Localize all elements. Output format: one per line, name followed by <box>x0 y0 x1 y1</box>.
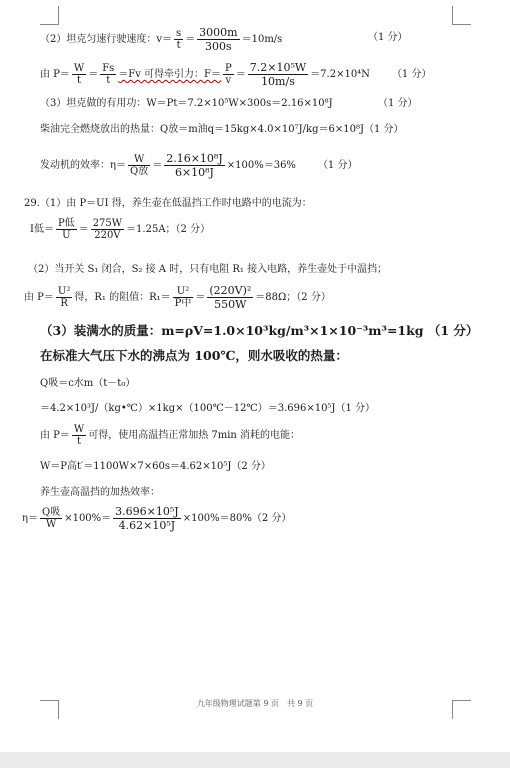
crop-mark-top-right <box>452 6 471 25</box>
score-mark: （1 分） <box>368 32 408 43</box>
fraction: U² P中 <box>174 286 192 309</box>
high-efficiency-line: η＝ Q吸 W ×100%＝ $\frac{\text{3.696×10⁵J}}{\text{4.62×10⁵J}}$ ×100%＝80%（2 分） <box>22 505 292 532</box>
fraction: $\frac{\text{2.16×10⁸J}}{\text{6×10⁸J}}$ <box>166 152 223 179</box>
energy-consumed-line: W＝P高t′＝1100W×7×60s＝4.62×10⁵J（2 分） <box>40 461 271 472</box>
fraction: $\frac{W}{t}$ <box>73 424 85 447</box>
useful-work-line: （3）坦克做的有用功：W＝Pt＝7.2×10⁵W×300s＝2.16×10⁸J <box>40 98 333 109</box>
resistance-line: 由 P＝ $\frac{\text{U²}}{R}$ 得，R₁ 的阻值：R₁＝ U² P中 ＝ $\frac{\text{(220V)²}}{550W}$ ＝88Ω；（2 分） <box>24 284 331 311</box>
traction-line: 由 P＝ $\frac{W}{t}$ ＝ $\frac{Fs}{t}$ ＝Fv 可得牵引力：F＝ $\frac{P}{v}$ ＝ $\frac{\text{7.2×10⁵W}}{10m/s}$ ＝7.2×10⁴N （1 分） <box>40 61 432 88</box>
score-mark: （1 分） <box>378 98 418 109</box>
high-efficiency-intro: 养生壶高温挡的加热效率： <box>40 487 160 498</box>
fraction: $\frac{\text{U²}}{R}$ <box>57 286 71 309</box>
fraction: $\frac{s}{t}$ <box>176 28 182 51</box>
fraction: $\frac{P}{v}$ <box>225 63 232 86</box>
crop-mark-top-left <box>40 6 59 25</box>
page-footer: 九年级物理试题第 9 页 共 9 页 <box>196 699 314 708</box>
fraction: $\frac{\text{3.696×10⁵J}}{\text{4.62×10⁵J}}$ <box>115 505 179 532</box>
heat-absorbed-calc: ＝4.2×10³J/（kg•℃）×1kg×（100℃－12℃）＝3.696×10⁵J（1 分） <box>40 403 375 414</box>
fraction: $\frac{\text{7.2×10⁵W}}{10m/s}$ <box>249 61 307 88</box>
question-29-line: 29.（1）由 P＝UI 得，养生壶在低温挡工作时电路中的电流为： <box>24 198 312 209</box>
heat-released-line: 柴油完全燃烧放出的热量：Q放＝m油q＝15kg×4.0×10⁷J/kg＝6×10⁸J（1 分） <box>40 124 404 135</box>
speed-line: （2）坦克匀速行驶速度：v＝ $\frac{s}{t}$ ＝ $\frac{3000m}{300s}$ ＝10m/s <box>40 26 283 53</box>
fraction: Q吸 W <box>42 507 61 530</box>
heat-absorbed-formula: Q吸＝c水m（t－t₀） <box>40 378 136 389</box>
fraction: $\frac{Fs}{t}$ <box>102 63 115 86</box>
fraction: $\frac{\text{(220V)²}}{550W}$ <box>209 284 252 311</box>
fraction: $\frac{275W}{220V}$ <box>92 218 123 241</box>
fraction: P低 U <box>57 218 75 241</box>
efficiency-line: 发动机的效率：η＝ W Q放 ＝ $\frac{\text{2.16×10⁸J}}{\text{6×10⁸J}}$ ×100%＝36% （1 分） <box>40 152 358 179</box>
current-line: I低＝ P低 U ＝ $\frac{275W}{220V}$ ＝1.25A；（2 分） <box>30 218 211 241</box>
viewer-bottom-band <box>0 752 510 768</box>
fraction: $\frac{3000m}{300s}$ <box>199 26 238 53</box>
switch-state-line: （2）当开关 S₁ 闭合，S₂ 接 A 时，只有电阻 R₁ 接入电路，养生壶处于中温挡； <box>28 264 388 275</box>
energy-intro-line: 由 P＝ $\frac{W}{t}$ 可得，使用高温挡正常加热 7min 消耗的电能： <box>40 424 301 447</box>
water-mass-line: （3）装满水的质量：m=ρV=1.0×10³kg/m³×1×10⁻³m³=1kg （1 分） <box>40 323 479 338</box>
fraction: W Q放 <box>130 154 149 177</box>
fraction: $\frac{W}{t}$ <box>73 63 85 86</box>
boiling-point-line: 在标准大气压下水的沸点为 100℃，则水吸收的热量： <box>40 348 348 363</box>
